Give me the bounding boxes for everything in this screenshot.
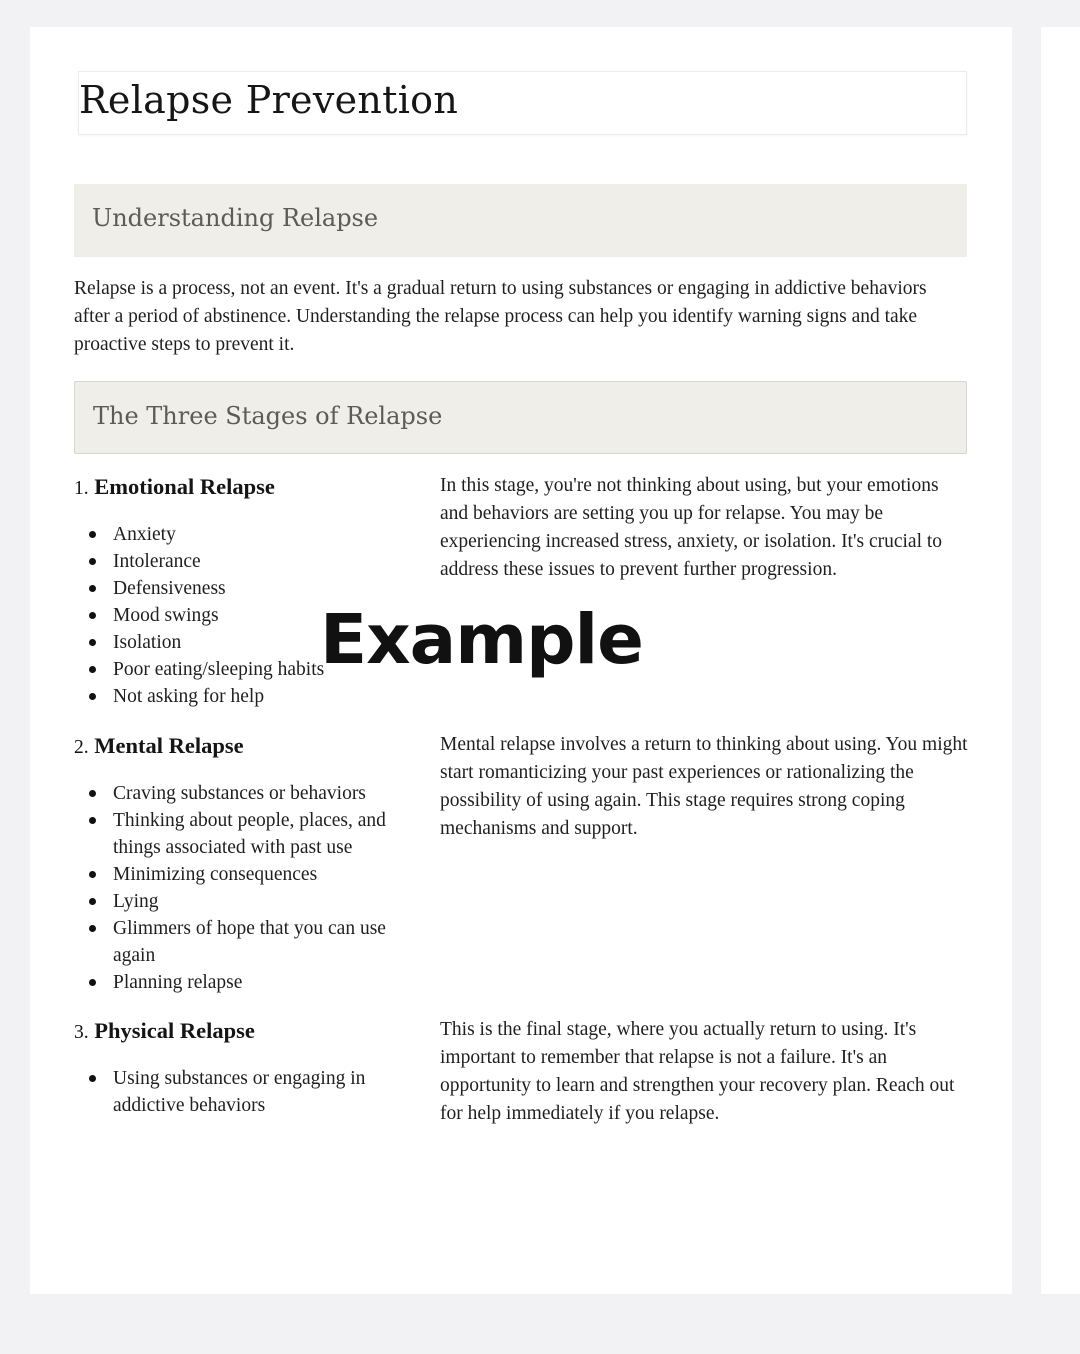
- intro-paragraph: Relapse is a process, not an event. It's a gradual return to using substances or engaging in addictive behaviors after a period of abstinence. Understanding the relapse process can help you identify warning signs and take proactive steps to prevent it.: [74, 278, 927, 355]
- stage-signs-list: [74, 1065, 424, 1119]
- stage-physical: [74, 1018, 967, 1124]
- list-item-text: Defensiveness: [113, 578, 226, 599]
- section-header-understanding: [74, 184, 967, 257]
- bullet-icon: [89, 639, 96, 646]
- list-item: [74, 548, 424, 575]
- stage-number: 1.: [74, 478, 89, 499]
- list-item-text: Planning relapse: [113, 972, 243, 993]
- stage-number: 2.: [74, 737, 89, 758]
- bullet-icon: [89, 1075, 96, 1082]
- bullet-icon: [89, 871, 96, 878]
- list-item-text: Minimizing consequences: [113, 864, 318, 885]
- list-item-text: Using substances or engaging in addictive behaviors: [113, 1068, 366, 1116]
- stage-name: Emotional Relapse: [94, 474, 275, 499]
- stage-description: This is the final stage, where you actually return to using. It's important to remember that relapse is not a failure. It's an opportunity to learn and strengthen your recovery plan. Reach out for help immediately if you relapse.: [440, 1019, 955, 1124]
- section-heading: The Three Stages of Relapse: [93, 402, 443, 430]
- list-item: [74, 915, 424, 969]
- list-item: [74, 683, 424, 710]
- list-item: [74, 807, 424, 861]
- section-heading: Understanding Relapse: [92, 204, 379, 232]
- list-item: [74, 1065, 424, 1119]
- list-item-text: Thinking about people, places, and things associated with past use: [113, 810, 386, 858]
- list-item: [74, 888, 424, 915]
- list-item-text: Lying: [113, 891, 159, 912]
- list-item-text: Not asking for help: [113, 686, 265, 707]
- watermark-text: Example: [320, 600, 643, 680]
- section-header-stages: [74, 381, 967, 454]
- bullet-icon: [89, 558, 96, 565]
- stage-name: Physical Relapse: [94, 1018, 255, 1043]
- bullet-icon: [89, 585, 96, 592]
- bullet-icon: [89, 898, 96, 905]
- stage-description: In this stage, you're not thinking about using, but your emotions and behaviors are setting you up for relapse. You may be experiencing increased stress, anxiety, or isolation. It's crucial to address these issues to prevent further progression.: [440, 475, 943, 580]
- bullet-icon: [89, 979, 96, 986]
- bullet-icon: [89, 612, 96, 619]
- list-item-text: Poor eating/sleeping habits: [113, 659, 325, 680]
- list-item-text: Craving substances or behaviors: [113, 783, 366, 804]
- stage-name: Mental Relapse: [94, 733, 244, 758]
- bullet-icon: [89, 817, 96, 824]
- list-item-text: Anxiety: [113, 524, 176, 545]
- list-item-text: Intolerance: [113, 551, 201, 572]
- list-item-text: Isolation: [113, 632, 182, 653]
- bullet-icon: [89, 693, 96, 700]
- stage-mental: [74, 733, 967, 996]
- bullet-icon: [89, 666, 96, 673]
- list-item: [74, 575, 424, 602]
- page-title: Relapse Prevention: [79, 78, 459, 122]
- list-item: [74, 969, 424, 996]
- bullet-icon: [89, 531, 96, 538]
- stage-number: 3.: [74, 1022, 89, 1043]
- list-item-text: Mood swings: [113, 605, 219, 626]
- bullet-icon: [89, 925, 96, 932]
- title-box: [78, 71, 967, 135]
- list-item: [74, 521, 424, 548]
- stage-signs-list: [74, 780, 424, 996]
- list-item: [74, 780, 424, 807]
- bullet-icon: [89, 790, 96, 797]
- stage-description: Mental relapse involves a return to thinking about using. You might start romanticizing your past experiences or rationalizing the possibility of using again. This stage requires strong coping mechanisms and support.: [440, 734, 968, 839]
- list-item: [74, 861, 424, 888]
- next-page-edge: [1041, 27, 1080, 1294]
- list-item-text: Glimmers of hope that you can use again: [113, 918, 386, 966]
